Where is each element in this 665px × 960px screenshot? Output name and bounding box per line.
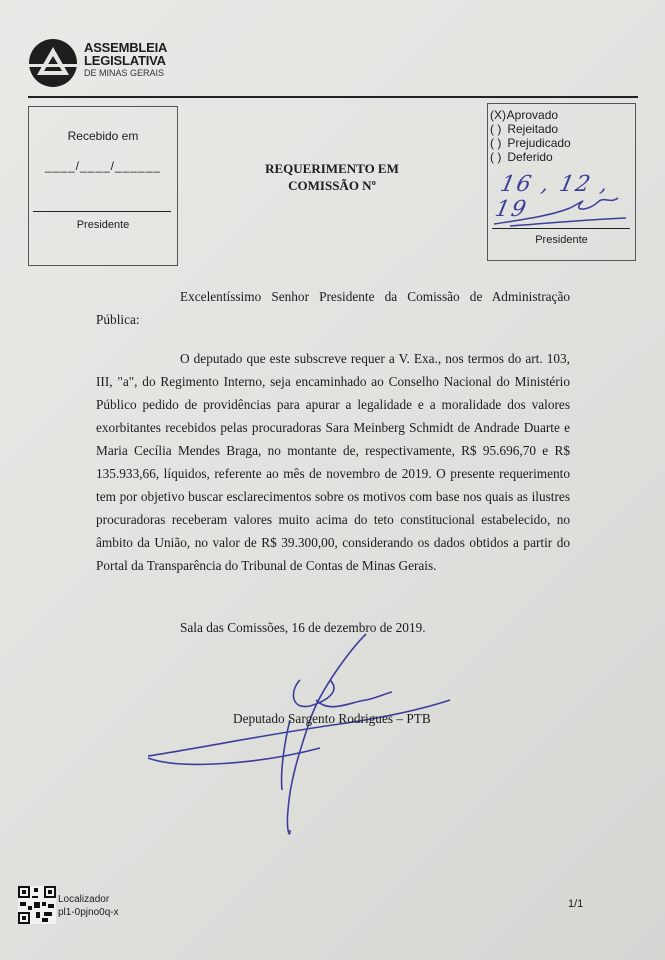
locator-label: Localizador: [58, 894, 110, 905]
status-label: Prejudicado: [507, 136, 571, 150]
logo-line-1: ASSEMBLEIA: [84, 40, 168, 55]
qr-code-icon: [18, 886, 56, 924]
locator: [58, 893, 119, 919]
received-date-blank: ____/____/______: [44, 159, 162, 173]
logo-line-2: LEGISLATIVA: [84, 53, 166, 68]
locator-code: pl1-0pjno0q-x: [58, 907, 119, 918]
status-mark: ( ): [490, 122, 502, 136]
logo-text: [84, 41, 167, 80]
request-paragraph-text: O deputado que este subscreve requer a V. Exa., nos termos do art. 103, III, "a", do Regimento Interno, seja encaminhado ao Conselho Nacional do Ministério Público pedido de providências para apurar a legalidade e a moralidade dos valores exorbitantes recebidos pelas procuradoras Sara Meinberg Schmidt de Andrade Duarte e Maria Cecília Mendes Braga, no montante de, respectivamente, R$ 95.696,70 e R$ 135.933,66, líquidos, referente ao mês de novembro de 2019. O presente requerimento tem por objetivo buscar esclarecimentos sobre os motivos com base nos quais as ilustres procuradoras receberam valores muito acima do teto constitucional estabelecido, no âmbito da União, no valor de R$ 39.300,00, considerando os dados obtidos a partir do Portal da Transparência do Tribunal de Contas de Minas Gerais.: [96, 351, 570, 573]
assembly-logo: [28, 38, 188, 90]
salutation: [96, 285, 570, 331]
status-option-granted: [490, 150, 553, 164]
status-signature-line: [492, 228, 630, 229]
document-title: [232, 160, 432, 194]
status-label: Deferido: [507, 150, 553, 164]
received-box: [28, 106, 178, 266]
logo-line-3: DE MINAS GERAIS: [84, 68, 165, 78]
title-line-1: REQUERIMENTO EM: [265, 161, 399, 176]
status-option-prejudiced: [490, 136, 571, 150]
header-divider: [28, 96, 638, 98]
status-label: Aprovado: [506, 108, 559, 122]
deputy-signature: [140, 630, 460, 840]
status-mark: (X): [490, 108, 506, 122]
president-signature: [490, 190, 630, 230]
status-mark: ( ): [490, 136, 502, 150]
status-box: [487, 103, 636, 261]
received-label: Recebido em: [67, 129, 139, 143]
status-option-rejected: [490, 122, 558, 136]
title-line-2: COMISSÃO Nº: [288, 178, 376, 193]
handwritten-date: 16 , 12 , 19: [492, 172, 613, 222]
status-signature-label: Presidente: [535, 234, 588, 246]
received-signature-line: [33, 211, 171, 212]
received-signature-label: Presidente: [76, 219, 130, 231]
page-number: 1/1: [568, 898, 584, 910]
status-option-approved: [490, 108, 558, 122]
status-mark: ( ): [490, 150, 502, 164]
signer-name: Deputado Sargento Rodrigues – PTB: [233, 711, 431, 726]
place-date: Sala das Comissões, 16 de dezembro de 2019.: [180, 620, 426, 635]
status-label: Rejeitado: [507, 122, 559, 136]
salutation-text: Excelentíssimo Senhor Presidente da Comissão de Administração Pública:: [96, 289, 570, 327]
assembly-logo-icon: [28, 38, 80, 88]
request-paragraph: [96, 347, 570, 577]
